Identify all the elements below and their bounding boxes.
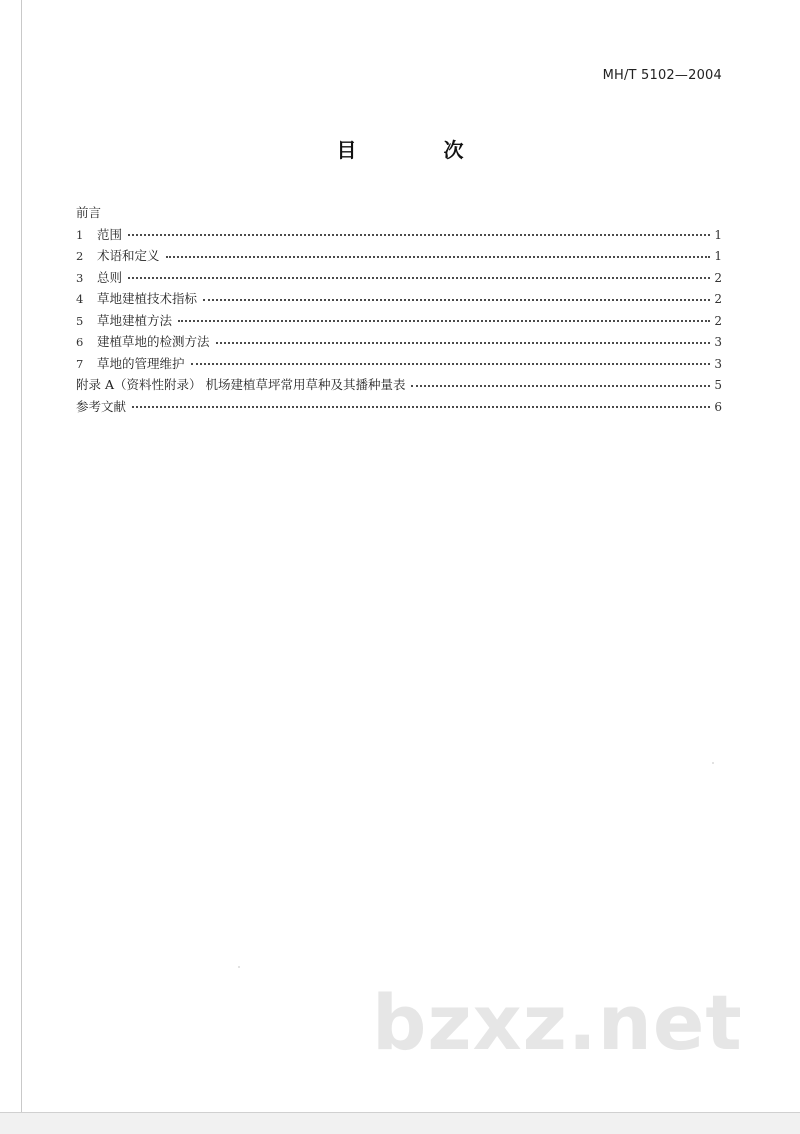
toc-leader-dots bbox=[166, 256, 710, 258]
toc-leader-dots bbox=[132, 406, 710, 408]
toc-entry-label: 建植草地的检测方法 bbox=[97, 334, 210, 349]
toc-entry-page: 6 bbox=[714, 399, 722, 414]
toc-entry-number: 2 bbox=[76, 249, 84, 263]
toc-entry-label: 前言 bbox=[76, 205, 102, 220]
toc-entry-number: 6 bbox=[76, 335, 84, 349]
toc-entry-maintenance[interactable] bbox=[76, 353, 722, 375]
page-bottom-band bbox=[0, 1112, 800, 1134]
toc-leader-dots bbox=[128, 277, 710, 279]
toc-leader-dots bbox=[178, 320, 710, 322]
toc-entry-page: 5 bbox=[714, 378, 722, 392]
toc-entry-label: 草地建植技术指标 bbox=[97, 291, 198, 306]
toc-entry-label: 草地的管理维护 bbox=[97, 355, 185, 371]
toc-entry-number: 7 bbox=[76, 356, 84, 371]
toc-entry-references[interactable] bbox=[76, 396, 722, 418]
toc-leader-dots bbox=[203, 299, 710, 301]
toc-entry-page: 3 bbox=[714, 335, 722, 349]
toc-entry-label: 附录 A（资料性附录） 机场建植草坪常用草种及其播种量表 bbox=[76, 377, 406, 392]
toc-entry-methods[interactable] bbox=[76, 310, 722, 332]
toc-leader-dots bbox=[411, 385, 710, 387]
toc-entry-appendix-a[interactable] bbox=[76, 374, 722, 396]
toc-entry-label: 术语和定义 bbox=[97, 248, 160, 263]
toc-entry-number: 4 bbox=[76, 292, 84, 306]
toc-entry-scope[interactable] bbox=[76, 224, 722, 246]
toc-leader-dots bbox=[191, 363, 710, 365]
toc-entry-number: 3 bbox=[76, 270, 84, 285]
toc-entry-page: 3 bbox=[714, 356, 722, 371]
toc-entry-label: 参考文献 bbox=[76, 398, 127, 414]
table-of-contents bbox=[76, 202, 722, 417]
toc-entry-number: 1 bbox=[76, 227, 84, 242]
page-left-edge bbox=[21, 0, 22, 1112]
toc-entry-inspection[interactable] bbox=[76, 331, 722, 353]
toc-entry-label: 草地建植方法 bbox=[97, 312, 173, 328]
toc-leader-dots bbox=[216, 342, 710, 344]
toc-entry-label: 总则 bbox=[97, 269, 123, 285]
toc-entry-page: 1 bbox=[714, 249, 722, 263]
toc-entry-page: 1 bbox=[714, 227, 722, 242]
toc-entry-page: 2 bbox=[714, 313, 722, 328]
watermark: bzxz.net bbox=[372, 978, 743, 1067]
toc-title: 目 次 bbox=[336, 138, 504, 162]
toc-entry-general[interactable] bbox=[76, 267, 722, 289]
toc-entry-page: 2 bbox=[714, 292, 722, 306]
toc-leader-dots bbox=[128, 234, 710, 236]
toc-entry-label: 范围 bbox=[97, 226, 123, 242]
scan-speck bbox=[238, 966, 240, 968]
toc-entry-number: 5 bbox=[76, 313, 84, 328]
toc-entry-tech-indicators[interactable] bbox=[76, 288, 722, 310]
toc-entry-preface[interactable] bbox=[76, 202, 722, 224]
scan-speck bbox=[712, 762, 714, 764]
toc-entry-terms[interactable] bbox=[76, 245, 722, 267]
document-code: MH/T 5102—2004 bbox=[602, 68, 722, 83]
toc-entry-page: 2 bbox=[714, 270, 722, 285]
